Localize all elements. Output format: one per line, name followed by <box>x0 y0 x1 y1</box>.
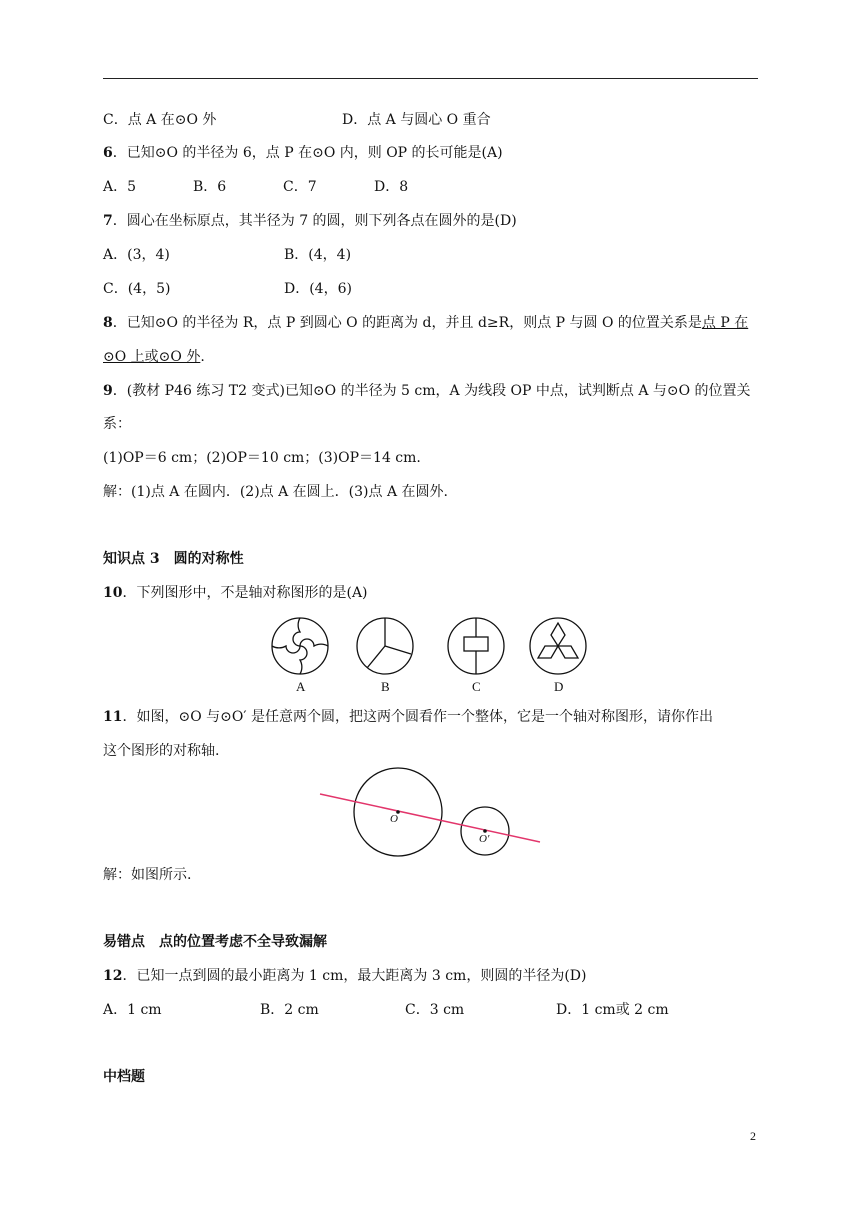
question-11: 11．如图，⊙O 与⊙O′ 是任意两个圆，把这两个圆看作一个整体，它是一个轴对称图形，请你作出 <box>103 709 713 725</box>
figure-a-pinwheel <box>272 618 328 674</box>
question-8: 8．已知⊙O 的半径为 R，点 P 到圆心 O 的距离为 d，并且 d≥R，则点 P 与圆 O 的位置关系是点 P 在 <box>103 315 749 331</box>
section-heading-3: 知识点 3 圆的对称性 <box>103 551 244 567</box>
figure-label-c: C <box>472 679 481 694</box>
header-rule <box>103 78 758 79</box>
question-7: 7．圆心在坐标原点，其半径为 7 的圆，则下列各点在圆外的是(D) <box>103 213 517 229</box>
page-number: 2 <box>750 1129 756 1143</box>
q12-option-c: C．3 cm <box>405 1002 465 1018</box>
q12-option-b: B．2 cm <box>260 1002 319 1018</box>
q6-option-a: A．5 <box>103 179 137 195</box>
symmetry-axis-line <box>320 794 540 842</box>
question-6: 6．已知⊙O 的半径为 6，点 P 在⊙O 内，则 OP 的长可能是(A) <box>103 145 503 161</box>
question-11-solution: 解：如图所示. <box>103 867 192 883</box>
q12-option-d: D．1 cm或 2 cm <box>556 1002 669 1018</box>
q6-option-d: D．8 <box>374 179 409 195</box>
question-9-parts: (1)OP＝6 cm；(2)OP＝10 cm；(3)OP＝14 cm. <box>103 450 421 466</box>
figure-label-d: D <box>554 679 564 694</box>
q7-option-a: A．(3，4) <box>103 247 170 263</box>
q6-option-b: B．6 <box>193 179 227 195</box>
section-heading-mid: 中档题 <box>103 1069 145 1085</box>
q11-figure <box>318 765 546 860</box>
figure-c-rect <box>448 618 504 674</box>
question-10: 10．下列图形中，不是轴对称图形的是(A) <box>103 585 368 601</box>
figure-b-radii <box>357 618 413 674</box>
section-heading-error: 易错点 点的位置考虑不全导致漏解 <box>103 934 327 950</box>
label-o-prime: O′ <box>479 833 490 845</box>
q6-option-c: C．7 <box>283 179 317 195</box>
question-9-cont: 系： <box>103 416 131 432</box>
label-o: O <box>390 813 398 825</box>
figure-d-diamonds <box>530 618 586 674</box>
question-8-cont: ⊙O 上或⊙O 外. <box>103 349 205 365</box>
q7-option-d: D．(4，6) <box>284 281 352 297</box>
q7-option-c: C．(4，5) <box>103 281 171 297</box>
question-9: 9．(教材 P46 练习 T2 变式)已知⊙O 的半径为 5 cm，A 为线段 OP 中点，试判断点 A 与⊙O 的位置关 <box>103 383 751 399</box>
question-9-solution: 解：(1)点 A 在圆内．(2)点 A 在圆上．(3)点 A 在圆外. <box>103 484 448 500</box>
q12-option-a: A．1 cm <box>103 1002 162 1018</box>
q5-option-c: C．点 A 在⊙O 外 <box>103 112 217 128</box>
q10-figures <box>270 615 590 677</box>
q5-option-d: D．点 A 与圆心 O 重合 <box>342 112 491 128</box>
question-12: 12．已知一点到圆的最小距离为 1 cm，最大距离为 3 cm，则圆的半径为(D) <box>103 968 587 984</box>
figure-label-b: B <box>381 679 390 694</box>
q7-option-b: B．(4，4) <box>284 247 352 263</box>
figure-label-a: A <box>296 679 306 694</box>
question-11-cont: 这个图形的对称轴. <box>103 743 220 759</box>
